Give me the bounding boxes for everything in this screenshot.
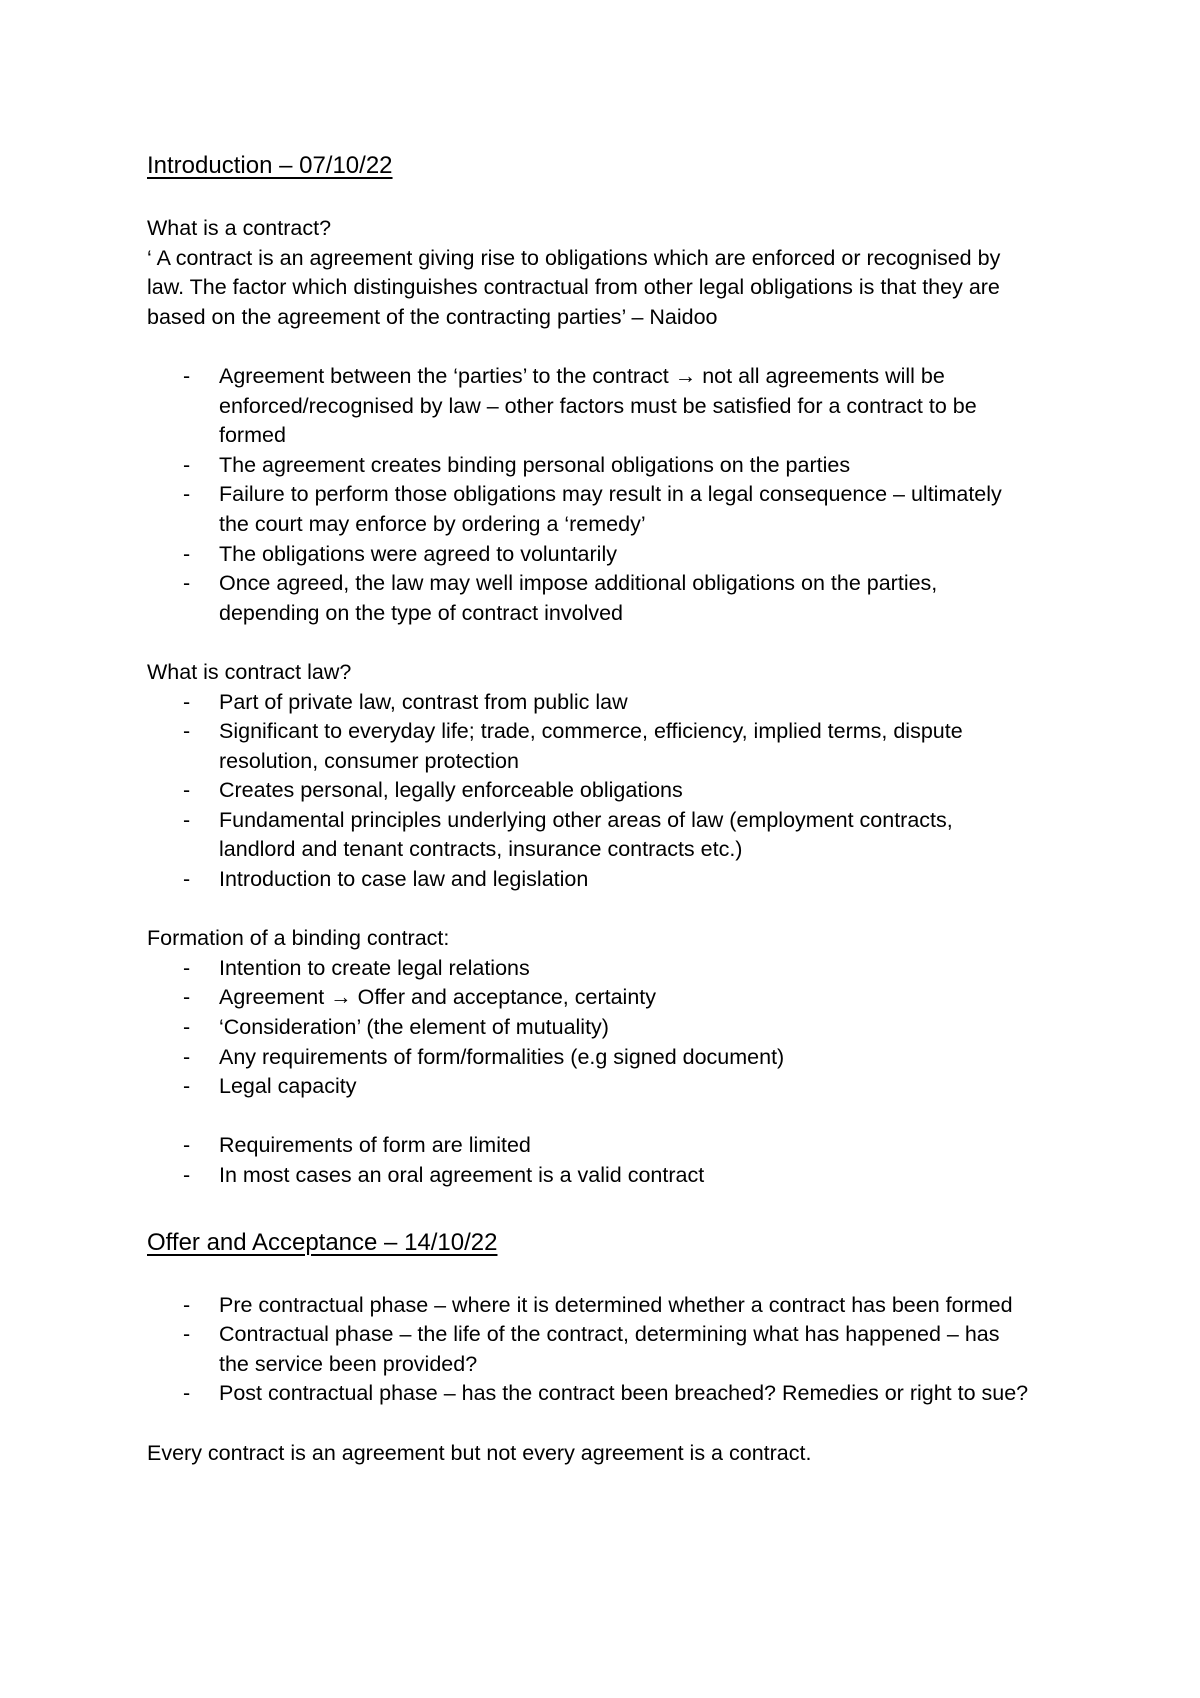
list-item — [147, 983, 1067, 1013]
quote-line: law. The factor which distinguishes contractual from other legal obligations is that they are — [147, 275, 1000, 300]
list-item-line: resolution, consumer protection — [219, 748, 519, 773]
list-item-line: - Part of private law, contrast from public law — [219, 689, 628, 714]
list-item-line: - Agreement between the ‘parties’ to the contract → not all agreements will be — [219, 363, 945, 388]
list-item — [147, 865, 1067, 895]
list-item — [147, 1013, 1067, 1043]
contract-law-list — [147, 688, 1067, 895]
list-item-line: - Fundamental principles underlying other areas of law (employment contracts, — [219, 807, 953, 832]
list-item — [147, 362, 1067, 451]
list-item-line: - Legal capacity — [219, 1074, 357, 1099]
list-item-line: - Pre contractual phase – where it is determined whether a contract has been formed — [219, 1292, 1013, 1317]
section-heading-offer-acceptance: Offer and Acceptance – 14/10/22 — [147, 1228, 498, 1256]
list-item — [147, 806, 1067, 865]
list-item-line: formed — [219, 423, 286, 448]
list-item-line: - Post contractual phase – has the contract been breached? Remedies or right to sue? — [219, 1381, 1029, 1406]
list-item-line: - ‘Consideration’ (the element of mutuality) — [219, 1015, 609, 1040]
list-item — [147, 717, 1067, 776]
closing-statement: Every contract is an agreement but not every agreement is a contract. — [147, 1440, 812, 1465]
list-item-line: - Intention to create legal relations — [219, 955, 530, 980]
list-item — [147, 451, 1067, 481]
list-item — [147, 1320, 1067, 1379]
list-item-line: the court may enforce by ordering a ‘remedy’ — [219, 511, 646, 536]
list-item — [147, 1291, 1067, 1321]
quote-line: ‘ A contract is an agreement giving rise to obligations which are enforced or recognised by — [147, 245, 1001, 270]
list-item-line: - In most cases an oral agreement is a valid contract — [219, 1163, 705, 1187]
list-item — [147, 1161, 1067, 1191]
list-item — [147, 776, 1067, 806]
question-what-is-contract: What is a contract? — [147, 216, 332, 240]
form-requirements-list — [147, 1131, 1067, 1190]
list-item-line: - Significant to everyday life; trade, commerce, efficiency, implied terms, dispute — [219, 719, 963, 744]
list-item-line: - The obligations were agreed to voluntarily — [219, 541, 617, 566]
list-item — [147, 1379, 1067, 1409]
contract-phases-list — [147, 1291, 1067, 1409]
list-item — [147, 1072, 1067, 1102]
list-item — [147, 688, 1067, 718]
list-item-line: - Any requirements of form/formalities (e.g signed document) — [219, 1044, 785, 1069]
naidoo-quote — [147, 244, 1067, 333]
list-item-line: - Contractual phase – the life of the contract, determining what has happened – has — [219, 1322, 1000, 1347]
document-page — [147, 150, 1067, 1468]
list-item — [147, 480, 1067, 539]
section-heading-introduction: Introduction – 07/10/22 — [147, 152, 393, 179]
list-item — [147, 954, 1067, 984]
list-item-line: - Creates personal, legally enforceable obligations — [219, 778, 683, 803]
list-item-line: - Introduction to case law and legislation — [219, 867, 589, 892]
list-item-line: enforced/recognised by law – other factors must be satisfied for a contract to be — [219, 393, 977, 418]
list-item-line: - Requirements of form are limited — [219, 1133, 531, 1158]
list-item-line: - Agreement → Offer and acceptance, certainty — [219, 985, 657, 1010]
formation-heading: Formation of a binding contract: — [147, 926, 450, 951]
list-item-line: landlord and tenant contracts, insurance contracts etc.) — [219, 837, 743, 862]
list-item-line: depending on the type of contract involved — [219, 600, 624, 625]
formation-list — [147, 954, 1067, 1102]
list-item — [147, 540, 1067, 570]
quote-line: based on the agreement of the contracting parties’ – Naidoo — [147, 304, 718, 329]
contract-features-list — [147, 362, 1067, 628]
list-item-line: the service been provided? — [219, 1351, 478, 1376]
list-item — [147, 1043, 1067, 1073]
list-item — [147, 569, 1067, 628]
question-what-is-contract-law: What is contract law? — [147, 659, 352, 684]
list-item — [147, 1131, 1067, 1161]
list-item-line: - The agreement creates binding personal obligations on the parties — [219, 452, 851, 477]
list-item-line: - Once agreed, the law may well impose additional obligations on the parties, — [219, 571, 938, 596]
list-item-line: - Failure to perform those obligations may result in a legal consequence – ultimately — [219, 482, 1002, 507]
